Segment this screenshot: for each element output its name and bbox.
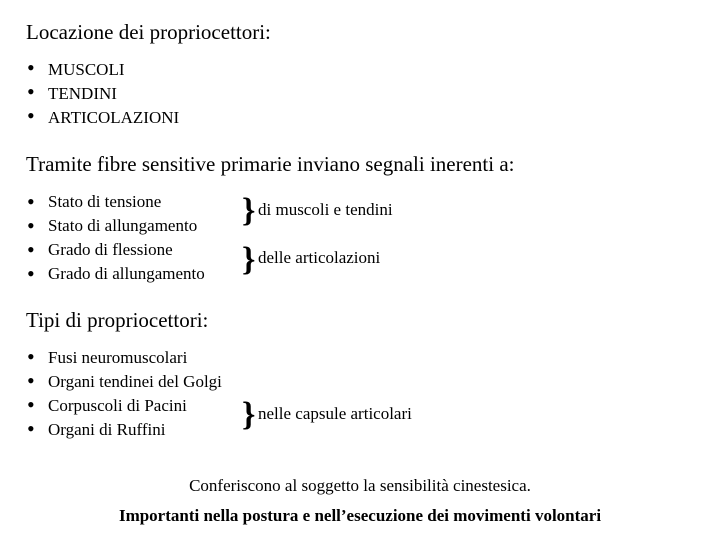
signal-item-stato-tensione: Stato di tensione bbox=[48, 192, 162, 211]
signal-item-stato-allungamento: Stato di allungamento bbox=[48, 216, 198, 235]
section1-title: Locazione dei propriocettori: bbox=[26, 20, 271, 44]
right-brace-icon: } bbox=[242, 241, 256, 278]
bullet-icon: • bbox=[27, 55, 35, 80]
bullet-icon: • bbox=[27, 79, 35, 104]
group-label-capsule: nelle capsule articolari bbox=[258, 404, 412, 423]
conclusion-line-1: Conferiscono al soggetto la sensibilità cinestesica. bbox=[189, 476, 531, 495]
bullet-icon: • bbox=[27, 237, 35, 262]
signal-item-grado-flessione: Grado di flessione bbox=[48, 240, 173, 259]
bullet-icon: • bbox=[27, 261, 35, 286]
location-item-tendini: TENDINI bbox=[48, 84, 117, 103]
bullet-icon: • bbox=[27, 189, 35, 214]
type-item-ruffini: Organi di Ruffini bbox=[48, 420, 166, 439]
bullet-icon: • bbox=[27, 344, 35, 369]
bullet-icon: • bbox=[27, 416, 35, 441]
type-item-fusi: Fusi neuromuscolari bbox=[48, 348, 188, 367]
bullet-icon: • bbox=[27, 368, 35, 393]
group-label-muscoli-tendini: di muscoli e tendini bbox=[258, 200, 393, 219]
bullet-icon: • bbox=[27, 103, 35, 128]
location-item-muscoli: MUSCOLI bbox=[48, 60, 125, 79]
conclusion-line-2: Importanti nella postura e nell’esecuzione dei movimenti volontari bbox=[118, 506, 602, 525]
right-brace-icon: } bbox=[242, 396, 256, 433]
bullet-icon: • bbox=[27, 213, 35, 238]
section3-title: Tipi di propriocettori: bbox=[26, 308, 209, 332]
section2-title: Tramite fibre sensitive primarie inviano segnali inerenti a: bbox=[26, 152, 515, 176]
right-brace-icon: } bbox=[242, 192, 256, 229]
location-item-articolazioni: ARTICOLAZIONI bbox=[48, 108, 180, 127]
group-label-articolazioni: delle articolazioni bbox=[258, 248, 381, 267]
type-item-golgi: Organi tendinei del Golgi bbox=[48, 372, 222, 391]
bullet-icon: • bbox=[27, 392, 35, 417]
signal-item-grado-allungamento: Grado di allungamento bbox=[48, 264, 205, 283]
type-item-pacini: Corpuscoli di Pacini bbox=[48, 396, 187, 415]
